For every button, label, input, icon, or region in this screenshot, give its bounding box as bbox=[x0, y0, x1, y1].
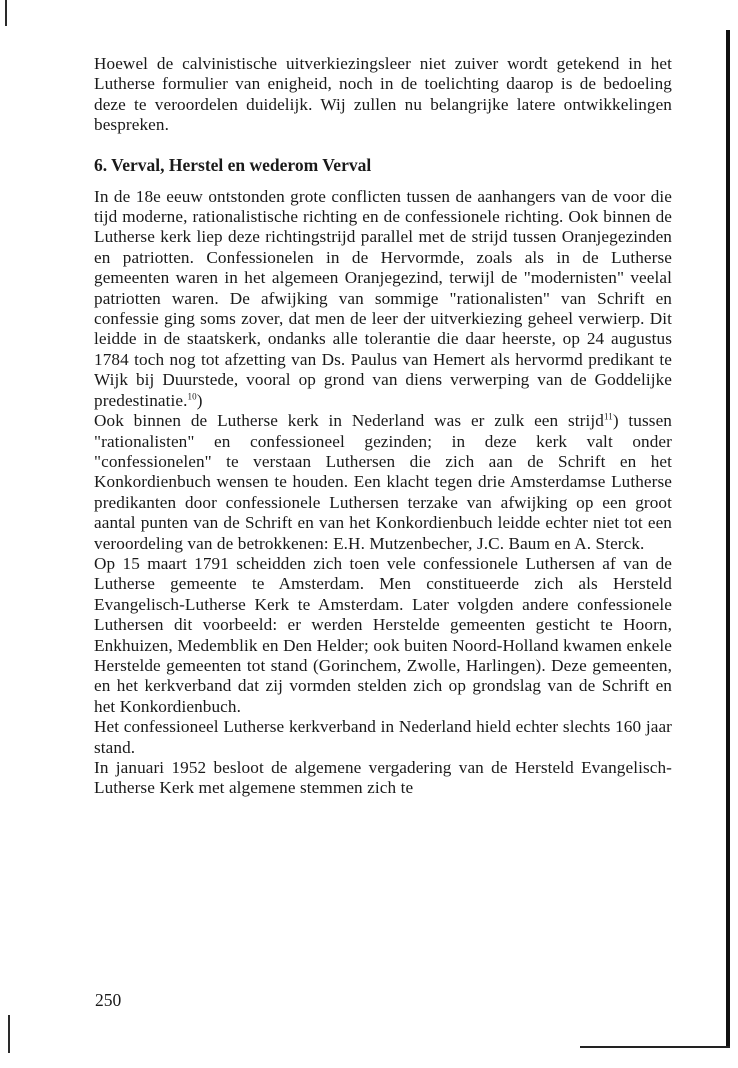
paragraph-1 bbox=[94, 187, 672, 411]
section-heading: 6. Verval, Herstel en wederom Verval bbox=[94, 154, 372, 175]
scan-edge-left bbox=[5, 0, 7, 26]
scan-edge-right bbox=[726, 30, 730, 1048]
paragraph-3: Op 15 maart 1791 scheidden zich toen vele confessionele Luthersen af van de Lutherse gemeente te Amsterdam. Men constitueerde zich als Hersteld Evangelisch-Lutherse Kerk te Amsterdam. Later volgden andere confessionele Luthersen dit voorbeeld: er werden Herstelde gemeenten gesticht te Hoorn, Enkhuizen, Medemblik en Den Helder; ook buiten Noord-Holland kwamen enkele Herstelde gemeenten tot stand (Gorinchem, Zwolle, Harlingen). Deze gemeenten, en het kerkverband dat zij vormden stelden zich op grondslag van de Schrift en het Konkordienbuch. bbox=[94, 553, 672, 716]
scan-edge-bottom bbox=[580, 1046, 730, 1048]
page-body bbox=[94, 54, 672, 799]
scan-edge-left-lower bbox=[8, 1015, 10, 1053]
paragraph-1-text: In de 18e eeuw ontstonden grote conflicten tussen de aanhangers van de voor die tijd moderne, rationalistische richting en de confessionele richting. Ook binnen de Lutherse kerk liep deze richtingstrijd parallel met de strijd tussen Oranjegezinden en patriotten. Confessionelen in de Hervormde, zoals als in de Lutherse gemeenten waren in het algemeen Oranjegezind, terwijl de "modernisten" veelal patriotten waren. De afwijking van sommige "rationalisten" van Schrift en confessie ging soms zover, dat men de leer der uitverkiezing geheel verwierp. Dit leidde in de staatskerk, ondanks alle tolerantie die daar heerste, op 24 augustus 1784 toch nog tot afzetting van Ds. Paulus van Hemert als hervormd predikant te Wijk bij Duurstede, vooral op grond van diens verwerping van de Goddelijke predestinatie. bbox=[94, 186, 672, 410]
paragraph-2-text-a: Ook binnen de Lutherse kerk in Nederland was er zulk een strijd bbox=[94, 411, 604, 431]
page-number: 250 bbox=[95, 990, 122, 1010]
paragraph-2 bbox=[94, 411, 672, 554]
footnote-ref-11: 11 bbox=[603, 411, 613, 422]
paragraph-2-text-b: ) tussen "rationalisten" en confessioneel gezinden; in deze kerk valt onder "confessionelen" te verstaan Luthersen die zich aan de Schrift en het Konkordienbuch wensen te houden. Een klacht tegen drie Amsterdamse Lutherse predikanten door confessionele Luthersen terzake van afwijking op een groot aantal punten van de Schrift en van het Konkordienbuch leidde echter niet tot een veroordeling van de betrokkenen: E.H. Mutzenbecher, J.C. Baum en A. Sterck. bbox=[94, 411, 672, 553]
paragraph-5: In januari 1952 besloot de algemene vergadering van de Hersteld Evangelisch-Lutherse Kerk met algemene stemmen zich te bbox=[94, 758, 672, 798]
paragraph-4: Het confessioneel Lutherse kerkverband in Nederland hield echter slechts 160 jaar stand. bbox=[94, 717, 672, 757]
intro-paragraph: Hoewel de calvinistische uitverkiezingsleer niet zuiver wordt getekend in het Lutherse formulier van enigheid, noch in de toelichting daarop is de bedoeling deze te veroordelen duidelijk. Wij zullen nu belangrijke latere ontwikkelingen bespreken. bbox=[94, 54, 672, 135]
paragraph-1-close: ) bbox=[196, 390, 203, 410]
footnote-ref-10: 10 bbox=[187, 390, 197, 401]
